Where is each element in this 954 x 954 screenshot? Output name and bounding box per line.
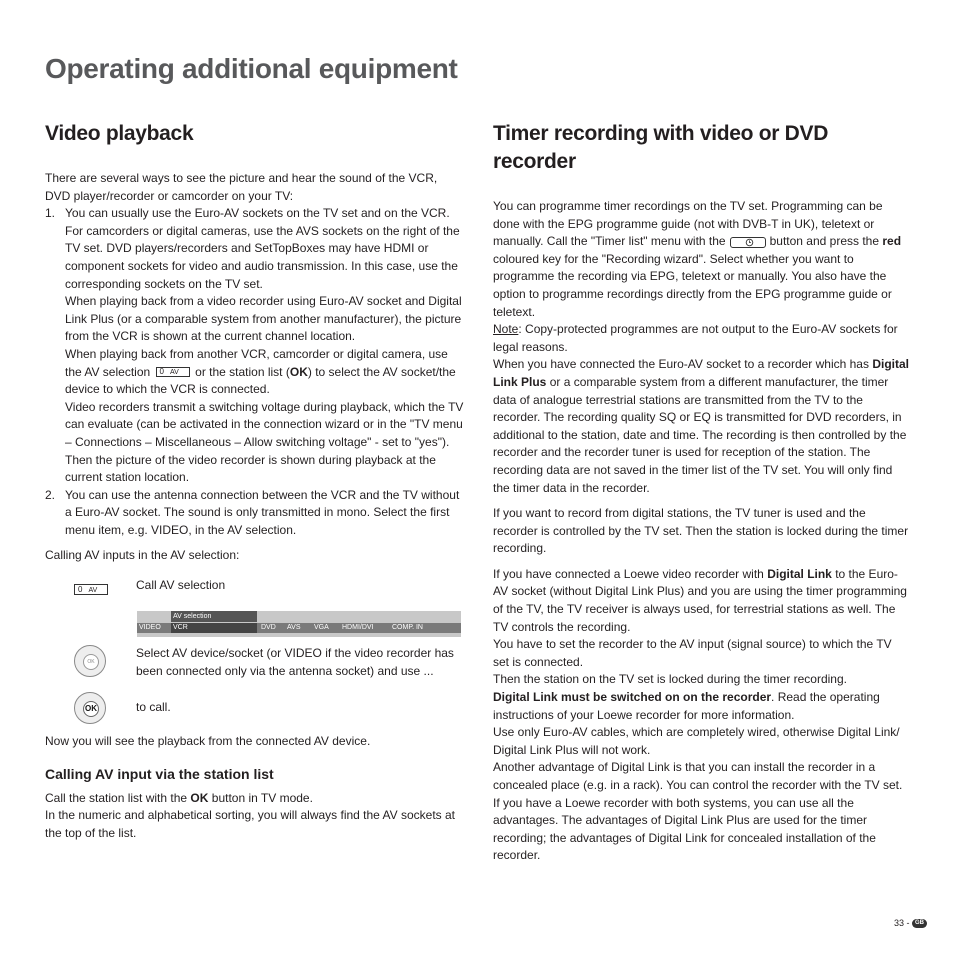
text-span: If you have connected a Loewe video recorder with	[493, 566, 764, 581]
av-option[interactable]: HDMI/DVI	[342, 624, 374, 632]
navigation-pad-icon	[74, 645, 106, 677]
step-to-call: to call.	[136, 700, 171, 715]
av-option[interactable]: VIDEO	[139, 624, 161, 632]
ok-key-text: OK	[190, 790, 209, 805]
spacer	[45, 539, 465, 547]
key-zero-label: 0	[159, 367, 164, 377]
text-span: . Read the operating instructions of your Loewe recorder for more information.	[493, 690, 880, 722]
note-paragraph	[493, 321, 911, 356]
bold-term: Digital Link must be switched on on the recorder	[493, 690, 772, 705]
timer-recording-heading: Timer recording with video or DVD recorder	[493, 122, 829, 173]
station-locked-paragraph: Then the station on the TV set is locked during the timer recording.	[493, 672, 847, 687]
spacer	[45, 751, 465, 764]
text-span: or the station list (	[195, 364, 290, 379]
text-span: When you have connected the Euro-AV socket to a recorder which has	[493, 357, 869, 372]
intro-text: There are several ways to see the picture and hear the sound of the VCR, DVD player/recorder or camcorder on your TV:	[45, 171, 438, 203]
station-list-text	[45, 790, 465, 808]
av-option[interactable]: DVD	[261, 624, 276, 632]
text-span: coloured key for the "Recording wizard". Select whether you want to programme the recording via EPG, teletext or manually. You also have the option to programme recordings directly from the EPG programme guide or teletext.	[493, 251, 892, 319]
text-span: You can programme timer recordings on the TV set. Programming can be done with the EPG programme guide (not with DVB-T in UK), teletext or manually. Call the "Timer list" menu with the	[493, 199, 883, 249]
timer-button-icon	[730, 237, 766, 248]
av-key-icon	[74, 581, 108, 599]
video-playback-heading: Video playback	[45, 122, 194, 145]
note-label: Note	[493, 322, 519, 337]
av-option[interactable]: AVS	[287, 624, 301, 632]
av-key-icon	[156, 367, 190, 377]
av-input-paragraph: You have to set the recorder to the AV input (signal source) to which the TV set is connected.	[493, 637, 892, 669]
av-selection-menu	[137, 611, 461, 637]
key-zero-label: 0	[78, 585, 83, 595]
av-option[interactable]: VCR	[171, 623, 257, 633]
spacer	[493, 497, 911, 505]
list-item	[45, 487, 465, 540]
text-span: or a comparable system from a different manufacturer, the timer data of analogue terrestrial stations are transmitted from the TV to the recorder. The recording quality SQ or EQ is transmitted for DVD recorders, in additional to the station, date and time. The recording is then controlled by the recorder and the recorder tuner is used for reception of the station. The recording data are not saved in the timer list of the TV set. You will only find the timer data in the recorder.	[493, 374, 907, 495]
item2-paragraph: You can use the antenna connection between the VCR and the TV without a Euro-AV socket. The sound is only transmitted in mono. Select the first menu item, e.g. VIDEO, in the AV selection.	[65, 487, 460, 537]
text-span: to the Euro-AV socket (without Digital Link Plus) and you are using the timer programming of the TV, the TV receiver is always used, for terrestrial stations as well. The TV controls the recording.	[493, 566, 907, 634]
now-playback-text: Now you will see the playback from the connected AV device.	[45, 734, 371, 749]
right-column	[493, 120, 911, 865]
timer-paragraph	[493, 198, 911, 321]
country-badge: GB	[912, 919, 927, 928]
text-span: button in TV mode.	[211, 790, 313, 805]
list-number: 1.	[45, 206, 56, 221]
spacer	[493, 558, 911, 566]
item1-paragraph	[65, 346, 465, 399]
playback-method-list	[45, 205, 465, 539]
advantage-paragraph: Another advantage of Digital Link is that you can install the recorder in a concealed place (e.g. in a rack). You can control the recorder with the TV set.	[493, 760, 903, 792]
av-option[interactable]: COMP. IN	[392, 624, 423, 632]
digital-link-plus-paragraph	[493, 356, 911, 497]
text-span: ) to select the AV socket/the device to which the VCR is connected.	[65, 364, 456, 397]
both-systems-paragraph: If you have a Loewe recorder with both systems, you can use all the advantages. The advantages of Digital Link Plus are used for the timer recording; the advantages of Digital Link for concealed installation of the recorder.	[493, 795, 876, 863]
key-av-label: AV	[88, 587, 98, 595]
page-number: 33 -	[893, 918, 910, 928]
text-span: button and press the	[769, 234, 880, 249]
text-span: When playing back from another VCR, camcorder or digital camera, use the AV selection	[65, 346, 448, 379]
digital-link-paragraph	[493, 566, 911, 636]
bold-term: Digital Link Plus	[493, 357, 909, 389]
ok-key-text: OK	[289, 364, 308, 379]
switch-on-paragraph	[493, 689, 911, 724]
ok-center-label: OK	[83, 654, 99, 670]
ok-center-label: OK	[83, 701, 99, 717]
red-key-text: red	[882, 234, 902, 249]
bold-term: Digital Link	[767, 566, 832, 581]
key-av-label: AV	[169, 369, 179, 377]
av-steps	[45, 575, 465, 715]
item1-paragraph: When playing back from a video recorder using Euro-AV socket and Digital Link Plus (or a comparable system from another manufacturer), the picture from the VCR is shown at the current channel location.	[65, 294, 462, 344]
station-list-text-2: In the numeric and alphabetical sorting, you will always find the AV sockets at the top of the list.	[45, 808, 455, 840]
av-selection-header: AV selection	[171, 611, 257, 622]
station-list-subheading: Calling AV input via the station list	[45, 765, 274, 782]
list-number: 2.	[45, 487, 56, 502]
item1-paragraph: Video recorders transmit a switching voltage during playback, which the TV can evaluate (can be activated in the connection wizard or in the "TV menu – Connections – Miscellaneous – Allow switching voltage" - set to "yes"). Then the picture of the video recorder is shown during playback at the current station location.	[65, 399, 464, 485]
digital-stations-paragraph: If you want to record from digital stations, the TV tuner is used and the recorder is controlled by the TV set. Then the station is locked during the timer recording.	[493, 506, 909, 556]
left-column	[45, 120, 465, 842]
item1-paragraph: You can usually use the Euro-AV sockets on the TV set and on the VCR. For camcorders or digital cameras, use the AVS sockets on the right of the TV set. DVD players/recorders and SetTopBoxes may have HDMI or component sockets for video and audio transmission. In this case, use the corresponding sockets on the TV set.	[65, 206, 460, 291]
spacer	[45, 715, 465, 733]
list-item	[45, 205, 465, 487]
calling-av-label: Calling AV inputs in the AV selection:	[45, 548, 240, 563]
text-span: Call the station list with the	[45, 790, 188, 805]
ok-button-icon	[74, 692, 106, 724]
page-title: Operating additional equipment	[45, 53, 458, 84]
step-select-device: Select AV device/socket (or VIDEO if the video recorder has been connected only via the antenna socket) and use ...	[136, 646, 454, 678]
step-call-av: Call AV selection	[136, 578, 226, 593]
text-span: : Copy-protected programmes are not output to the Euro-AV sockets for legal reasons.	[493, 322, 898, 354]
page-footer	[894, 918, 927, 928]
cables-paragraph: Use only Euro-AV cables, which are completely wired, otherwise Digital Link/ Digital Link Plus will not work.	[493, 725, 900, 757]
av-option[interactable]: VGA	[314, 624, 329, 632]
